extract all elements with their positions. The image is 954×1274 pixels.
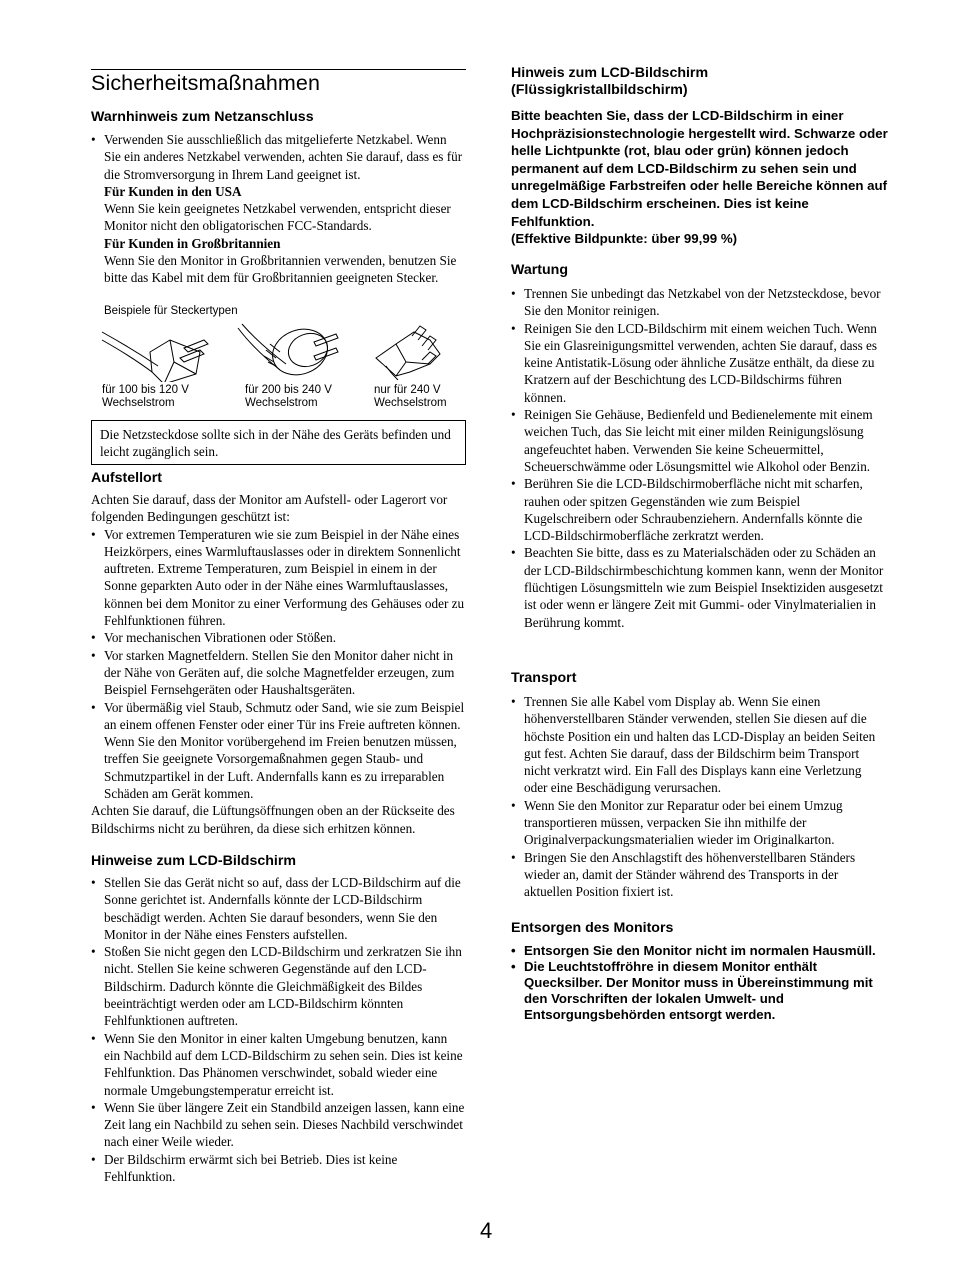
usa-label: Für Kunden in den USA [104,183,242,199]
lcd-hinweise-body [91,874,466,1185]
entsorgen-body [511,943,885,1023]
wartung-bullet: • Berühren Sie die LCD-Bildschirmoberfläche nicht mit scharfen, rauhen oder spitzen Gegenständen wie zum Beispiel Kugelschreibern oder Schraubenziehern. Andernfalls könnte die LCD-Bildschirmoberfläche zerkratzt werden. [511,475,885,544]
lcd-bullet: • Wenn Sie den Monitor in einer kalten Umgebung benutzen, kann ein Nachbild auf dem LCD-Bildschirm zu sehen sein. Dies ist keine Fehlfunktion. Das Phänomen verschwindet, sobald wieder eine normale Umgebungstemperatur erreicht ist. [91,1030,466,1099]
aufstellort-intro: Achten Sie darauf, dass der Monitor am Aufstell- oder Lagerort vor folgenden Bedingungen geschützt ist: [91,492,448,525]
wartung-body [511,285,885,631]
wartung-bullet: • Trennen Sie unbedingt das Netzkabel von der Netzsteckdose, bevor Sie den Monitor reinigen. [511,285,885,320]
aufstellort-bullet: • Vor extremen Temperaturen wie sie zum Beispiel in der Nähe eines Heizkörpers, eines Warmluftauslasses oder in direktem Sonnenlicht auftreten. Extreme Temperaturen, zum Beispiel in einem in der Sonne geparkten Auto oder in der Nähe eines Warmluftauslasses, können bei dem Monitor zu einer Verformung des Gehäuses oder zu Fehlfunktionen führen. [91,526,466,630]
eu-plug-icon [238,322,338,382]
plug-figure-caption: Beispiele für Steckertypen [104,305,238,317]
heading-netzanschluss: Warnhinweis zum Netzanschluss [91,109,314,125]
entsorgen-bullet: • Die Leuchtstoffröhre in diesem Monitor enthält Quecksilber. Der Monitor muss in Übereinstimmung mit den Vorschriften der lokalen Umwelt- und Entsorgungsbehörden entsorgt werden. [511,959,885,1023]
netz-intro: • Verwenden Sie ausschließlich das mitgelieferte Netzkabel. Wenn Sie ein anderes Netzkabel verwenden, achten Sie darauf, dass es für die Stromversorgung in Ihrem Land geeignet ist. [104,132,463,182]
heading-wartung: Wartung [511,262,568,278]
netzanschluss-body [91,131,466,287]
heading-transport: Transport [511,670,577,686]
plug-label-uk-line2: Wechselstrom [374,397,447,409]
plug-label-us-line2: Wechselstrom [102,397,175,409]
plug-label-eu-line1: für 200 bis 240 V [245,384,332,396]
lcd-hinweis-body [511,107,889,248]
page-title: Sicherheitsmaßnahmen [91,71,321,95]
lcd-bullet: • Stoßen Sie nicht gegen den LCD-Bildschirm und zerkratzen Sie ihn nicht. Stellen Sie keine schweren Gegenstände auf den LCD-Bildschirm. Dadurch könnte die Gleichmäßigkeit des Bildes beeinträchtigt werden oder am LCD-Bildschirm könnten Fehlfunktionen auftreten. [91,943,466,1029]
usa-text: Wenn Sie kein geeignetes Netzkabel verwenden, entspricht dieser Monitor nicht den obligatorischen FCC-Standards. [104,201,451,234]
outlet-note-box [91,420,466,465]
wartung-bullet: • Reinigen Sie den LCD-Bildschirm mit einem weichen Tuch. Wenn Sie ein Glasreinigungsmittel verwenden, achten Sie darauf, dass es keine Antistatik-Lösung oder ähnliche Zusätze enthält, da diese zu Kratzern auf der Beschichtung des LCD-Bildschirms führen können. [511,320,885,406]
us-plug-icon [102,332,208,382]
page-number: 4 [480,1218,493,1243]
plug-label-uk [374,384,447,410]
plug-illustrations [100,322,460,382]
aufstellort-outro: Achten Sie darauf, die Lüftungsöffnungen oben an der Rückseite des Bildschirms nicht zu berühren, da diese sich erhitzen können. [91,803,455,836]
aufstellort-bullet: • Vor starken Magnetfeldern. Stellen Sie den Monitor daher nicht in der Nähe von Geräten auf, die solche Magnetfelder erzeugen, zum Beispiel Fernsehgeräten oder Haushaltsgeräten. [91,647,466,699]
transport-bullet: • Bringen Sie den Anschlagstift des höhenverstellbaren Ständers wieder an, damit der Ständer während des Transports in der aktuellen Position fixiert ist. [511,849,885,901]
aufstellort-bullet: • Vor mechanischen Vibrationen oder Stößen. [91,629,466,646]
wartung-bullet: • Beachten Sie bitte, dass es zu Materialschäden oder zu Schäden an der LCD-Bildschirmbeschichtung kommen kann, wenn der Monitor flüchtigen Lösungsmitteln wie zum Beispiel Insektiziden ausgesetzt ist oder wenn er längere Zeit mit Gummi- oder Vinylmaterialien in Berührung kommt. [511,544,885,630]
plug-label-eu [245,384,332,410]
plug-label-eu-line2: Wechselstrom [245,397,318,409]
heading-aufstellort: Aufstellort [91,470,162,486]
plug-label-us [102,384,189,410]
uk-plug-icon [376,326,440,380]
aufstellort-bullet: • Vor übermäßig viel Staub, Schmutz oder Sand, wie sie zum Beispiel an einem offenen Fenster oder einer Tür ins Freie auftreten können. Wenn Sie den Monitor vorübergehend im Freien benutzen müssen, treffen Sie geeignete Vorsorgemaßnahmen gegen Staub- und Schmutzpartikel in der Luft. Andernfalls kann es zu irreparablen Schäden am Gerät kommen. [91,699,466,803]
lcd-bullet: • Wenn Sie über längere Zeit ein Standbild anzeigen lassen, kann eine Zeit lang ein Nachbild zu sehen sein. Dieses Nachbild verschwindet nach einer Weile wieder. [91,1099,466,1151]
heading-lcd-hinweise: Hinweise zum LCD-Bildschirm [91,853,296,869]
title-rule [91,69,466,70]
entsorgen-bullet: • Entsorgen Sie den Monitor nicht im normalen Hausmüll. [511,943,885,959]
transport-bullet: • Wenn Sie den Monitor zur Reparatur oder bei einem Umzug transportieren müssen, verpacken Sie ihn mithilfe der Originalverpackungsmaterialien wieder im Originalkarton. [511,797,885,849]
wartung-bullet: • Reinigen Sie Gehäuse, Bedienfeld und Bedienelemente mit einem weichen Tuch, das Sie leicht mit einer milden Reinigungslösung angefeuchtet haben. Verwenden Sie keine Scheuermittel, Scheuerschwämme oder Lösungsmittel wie Alkohol oder Benzin. [511,406,885,475]
heading-entsorgen: Entsorgen des Monitors [511,920,674,936]
heading-lcd-hinweis-line2: (Flüssigkristallbildschirm) [511,82,688,98]
netz-bullet [91,131,466,287]
plug-label-uk-line1: nur für 240 V [374,384,441,396]
lcd-hinweis-note: (Effektive Bildpunkte: über 99,99 %) [511,231,738,247]
heading-lcd-hinweis-line1: Hinweis zum LCD-Bildschirm [511,65,709,81]
plug-label-us-line1: für 100 bis 120 V [102,384,189,396]
uk-label: Für Kunden in Großbritannien [104,235,281,251]
heading-lcd-hinweis [511,65,708,99]
lcd-bullet: • Stellen Sie das Gerät nicht so auf, dass der LCD-Bildschirm auf die Sonne gerichtet ist. Andernfalls könnte der LCD-Bildschirm beschädigt werden. Achten Sie darauf besonders, wenn Sie den Monitor in der Nähe eines Fensters aufstellen. [91,874,466,943]
aufstellort-body [91,491,466,837]
lcd-bullet: • Der Bildschirm erwärmt sich bei Betrieb. Dies ist keine Fehlfunktion. [91,1151,466,1186]
outlet-note-text: Die Netzsteckdose sollte sich in der Nähe des Geräts befinden und leicht zugänglich sein. [100,427,451,460]
uk-text: Wenn Sie den Monitor in Großbritannien verwenden, benutzen Sie bitte das Kabel mit dem für Großbritannien geeigneten Stecker. [104,253,457,286]
transport-body [511,693,885,901]
lcd-hinweis-text: Bitte beachten Sie, dass der LCD-Bildschirm in einer Hochpräzisionstechnologie hergestellt wird. Schwarze oder helle Lichtpunkte (rot, blau oder grün) können jedoch permanent auf dem LCD-Bildschirm zu sehen sein und unregelmäßige Farbstreifen oder helle Bereiche können auf dem LCD-Bildschirm erscheinen. Dies ist keine Fehlfunktion. [511,108,888,229]
transport-bullet: • Trennen Sie alle Kabel vom Display ab. Wenn Sie einen höhenverstellbaren Ständer verwenden, stellen Sie diesen auf die höchste Position ein und halten das LCD-Display an beiden Seiten gut fest. Achten Sie darauf, dass der Bildschirm beim Transport nicht verkratzt wird. Ein Fall des Displays kann eine Verletzung oder eine Beschädigung verursachen. [511,693,885,797]
